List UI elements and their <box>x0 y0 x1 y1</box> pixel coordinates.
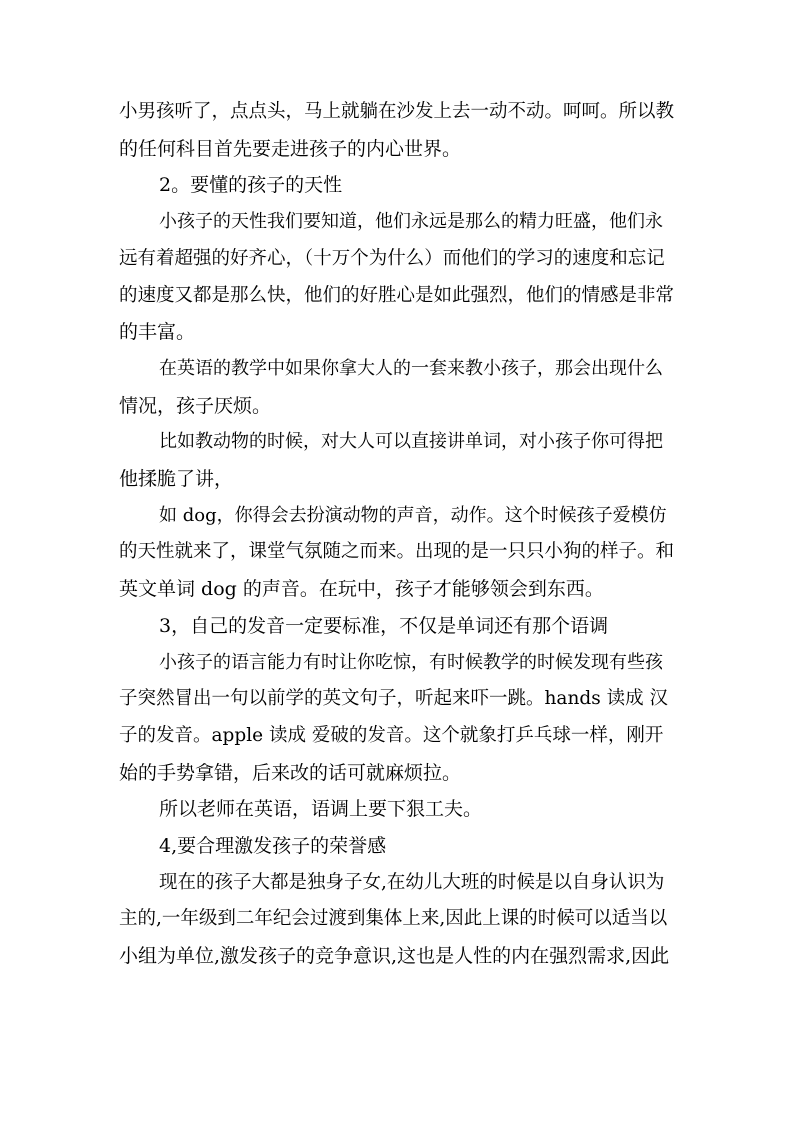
text-line: 小孩子的天性我们要知道，他们永远是那么的精力旺盛，他们永 <box>159 211 663 233</box>
text-line: 小组为单位,激发孩子的竞争意识,这也是人性的内在强烈需求,因此 <box>119 945 670 968</box>
text-line: 4,要合理激发孩子的荣誉感 <box>159 835 387 858</box>
text-line: 他揉脆了讲， <box>119 468 234 491</box>
document-body <box>119 94 675 975</box>
text-line: 的天性就来了，课堂气氛随之而来。出现的是一只只小狗的样子。和 <box>119 541 675 563</box>
text-line: 3，自己的发音一定要标准，不仅是单词还有那个语调 <box>159 614 609 637</box>
text-line: 在英语的教学中如果你拿大人的一套来教小孩子，那会出现什么 <box>159 357 663 379</box>
text-line: 始的手势拿错，后来改的话可就麻烦拉。 <box>119 761 462 784</box>
text-line: 的速度又都是那么快，他们的好胜心是如此强烈，他们的情感是非常 <box>119 284 675 306</box>
text-line: 子突然冒出一句以前学的英文句子，听起来吓一跳。hands 读成 汉 <box>119 688 668 710</box>
text-line: 现在的孩子大都是独身子女,在幼儿大班的时候是以自身认识为 <box>159 871 665 893</box>
text-line: 的任何科目首先要走进孩子的内心世界。 <box>119 137 462 160</box>
text-line: 比如教动物的时候，对大人可以直接讲单词，对小孩子你可得把 <box>159 431 663 453</box>
text-line: 小孩子的语言能力有时让你吃惊，有时候教学的时候发现有些孩 <box>159 651 663 673</box>
text-line: 如 dog，你得会去扮演动物的声音，动作。这个时候孩子爱模仿 <box>159 504 667 526</box>
text-line: 远有着超强的好齐心，（十万个为什么）而他们的学习的速度和忘记 <box>119 247 665 269</box>
text-line: 所以老师在英语，语调上要下狠工夫。 <box>159 798 483 821</box>
text-line: 的丰富。 <box>119 321 196 344</box>
text-line: 主的,一年级到二年纪会过渡到集体上来,因此上课的时候可以适当以 <box>119 908 668 930</box>
text-line: 英文单词 dog 的声音。在玩中，孩子才能够领会到东西。 <box>119 578 604 601</box>
text-line: 情况，孩子厌烦。 <box>119 394 272 417</box>
text-line: 子的发音。apple 读成 爱破的发音。这个就象打乒乓球一样，刚开 <box>119 724 664 746</box>
text-line: 小男孩听了，点点头，马上就躺在沙发上去一动不动。呵呵。所以教 <box>119 101 675 122</box>
text-line: 2。要懂的孩子的天性 <box>159 174 343 197</box>
